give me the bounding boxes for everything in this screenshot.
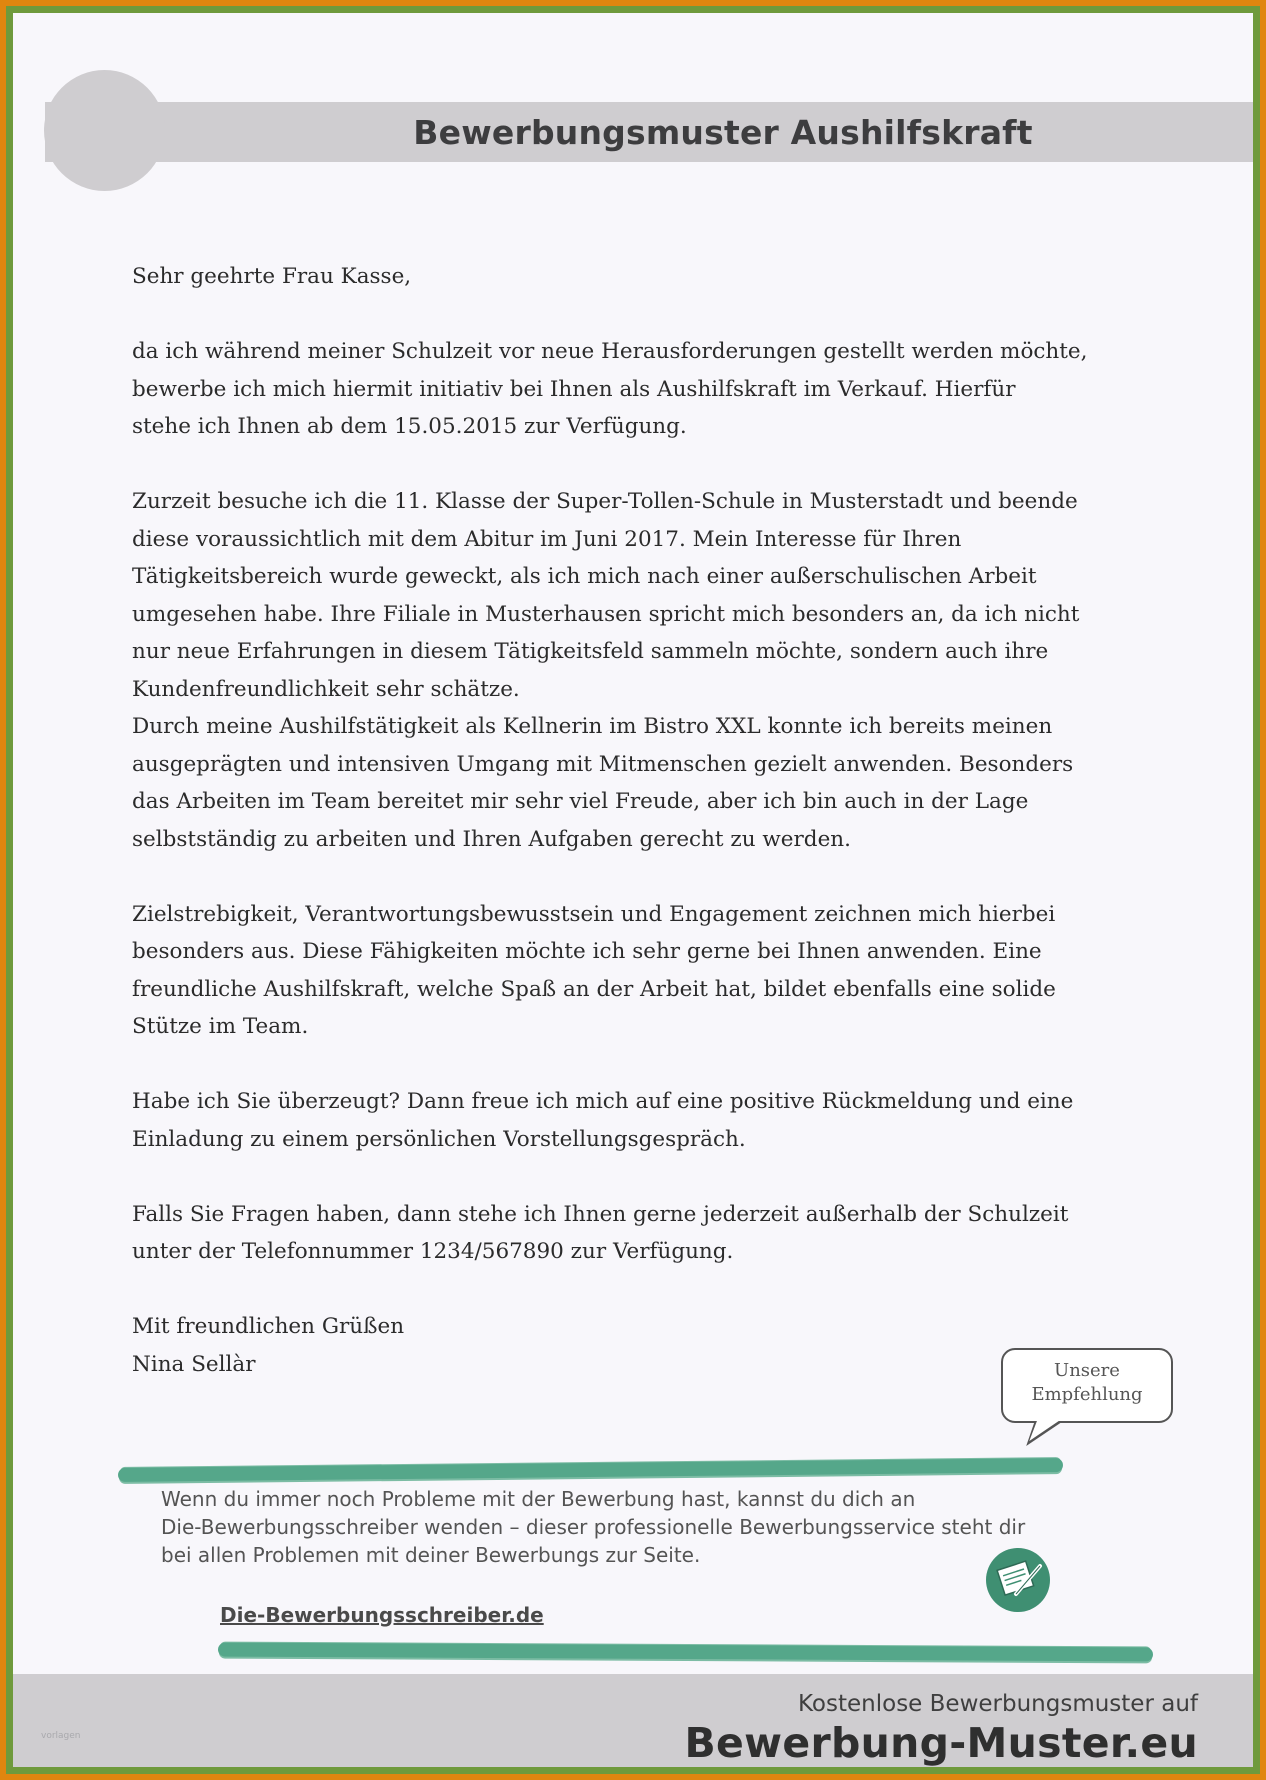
text-line: freundliche Aushilfskraft, welche Spaß an der Arbeit hat, bildet ebenfalls eine solide <box>132 976 1056 1002</box>
watermark-text: vorlagen <box>41 1731 81 1741</box>
text-line: besonders aus. Diese Fähigkeiten möchte ich sehr gerne bei Ihnen anwenden. Eine <box>132 939 1042 964</box>
text-line: umgesehen habe. Ihre Filiale in Musterhausen spricht mich besonders an, da ich nicht <box>132 601 1080 627</box>
document-sheet <box>13 13 1253 1767</box>
footer-tagline: Kostenlose Bewerbungsmuster auf <box>798 1691 1198 1717</box>
brush-stroke-bottom <box>218 1643 1153 1662</box>
letter-paragraph-2 <box>132 483 1172 708</box>
text-line: nur neue Erfahrungen in diesem Tätigkeitsfeld sammeln möchte, sondern auch ihre <box>132 639 1049 664</box>
recommendation-text <box>161 1485 1121 1569</box>
letter-paragraph-5 <box>132 1083 1172 1158</box>
text-line: stehe ich Ihnen ab dem 15.05.2015 zur Verfügung. <box>132 414 687 439</box>
brush-stroke-top <box>118 1458 1063 1482</box>
text-line: Durch meine Aushilfstätigkeit als Kellnerin im Bistro XXL konnte ich bereits meinen <box>132 714 1053 739</box>
text-line: Falls Sie Fragen haben, dann stehe ich Ihnen gerne jederzeit außerhalb der Schulzeit <box>132 1201 1069 1227</box>
text-line: bewerbe ich mich hiermit initiativ bei Ihnen als Aushilfskraft im Verkauf. Hierfür <box>132 376 1016 402</box>
text-line: Kundenfreundlichkeit sehr schätze. <box>132 676 520 702</box>
text-line: Zurzeit besuche ich die 11. Klasse der Super-Tollen-Schule in Musterstadt und beende <box>132 489 1078 514</box>
bewerbungsschreiber-link[interactable]: Die-Bewerbungsschreiber.de <box>220 1603 544 1627</box>
letter-paragraph-1 <box>132 333 1172 446</box>
signature-name: Nina Sellàr <box>132 1351 256 1377</box>
document-pen-icon <box>986 1548 1050 1612</box>
letter-body <box>132 258 1172 1383</box>
letter-paragraph-6 <box>132 1196 1172 1271</box>
text-line: diese voraussichtlich mit dem Abitur im Juni 2017. Mein Interesse für Ihren <box>132 526 962 552</box>
text-line: selbstständig zu arbeiten und Ihren Aufgaben gerecht zu werden. <box>132 826 851 852</box>
text-line: Habe ich Sie überzeugt? Dann freue ich mich auf eine positive Rückmeldung und eine <box>132 1089 1074 1114</box>
footer-site-name: Bewerbung-Muster.eu <box>684 1719 1198 1767</box>
text-line: Stütze im Team. <box>132 1014 309 1039</box>
text-line: Zielstrebigkeit, Verantwortungsbewusstsein und Engagement zeichnen mich hierbei <box>132 901 1056 927</box>
text-line: das Arbeiten im Team bereitet mir sehr viel Freude, aber ich bin auch in der Lage <box>132 789 1029 814</box>
document-title: Bewerbungsmuster Aushilfskraft <box>413 112 1033 152</box>
text-line: unter der Telefonnummer 1234/567890 zur Verfügung. <box>132 1239 734 1264</box>
text-line: da ich während meiner Schulzeit vor neue Herausforderungen gestellt werden möchte, <box>132 339 1088 364</box>
letter-paragraph-4 <box>132 896 1172 1046</box>
text-line: Tätigkeitsbereich wurde geweckt, als ich mich nach einer außerschulischen Arbeit <box>132 564 1037 589</box>
text-line: bei allen Problemen mit deiner Bewerbungs zur Seite. <box>161 1543 701 1567</box>
recommendation-bubble <box>1001 1348 1173 1423</box>
bubble-line-1: Unsere <box>1054 1360 1120 1381</box>
text-line: ausgeprägten und intensiven Umgang mit Mitmenschen gezielt anwenden. Besonders <box>132 751 1074 777</box>
letter-paragraph-3 <box>132 708 1172 858</box>
text-line: Die-Bewerbungsschreiber wenden – dieser professionelle Bewerbungsservice steht dir <box>161 1515 1026 1539</box>
text-line: Wenn du immer noch Probleme mit der Bewerbung hast, kannst du dich an <box>161 1487 916 1511</box>
salutation: Sehr geehrte Frau Kasse, <box>132 264 412 289</box>
text-line: Einladung zu einem persönlichen Vorstellungsgespräch. <box>132 1126 746 1152</box>
closing: Mit freundlichen Grüßen <box>132 1314 405 1339</box>
bubble-line-2: Empfehlung <box>1031 1384 1143 1405</box>
